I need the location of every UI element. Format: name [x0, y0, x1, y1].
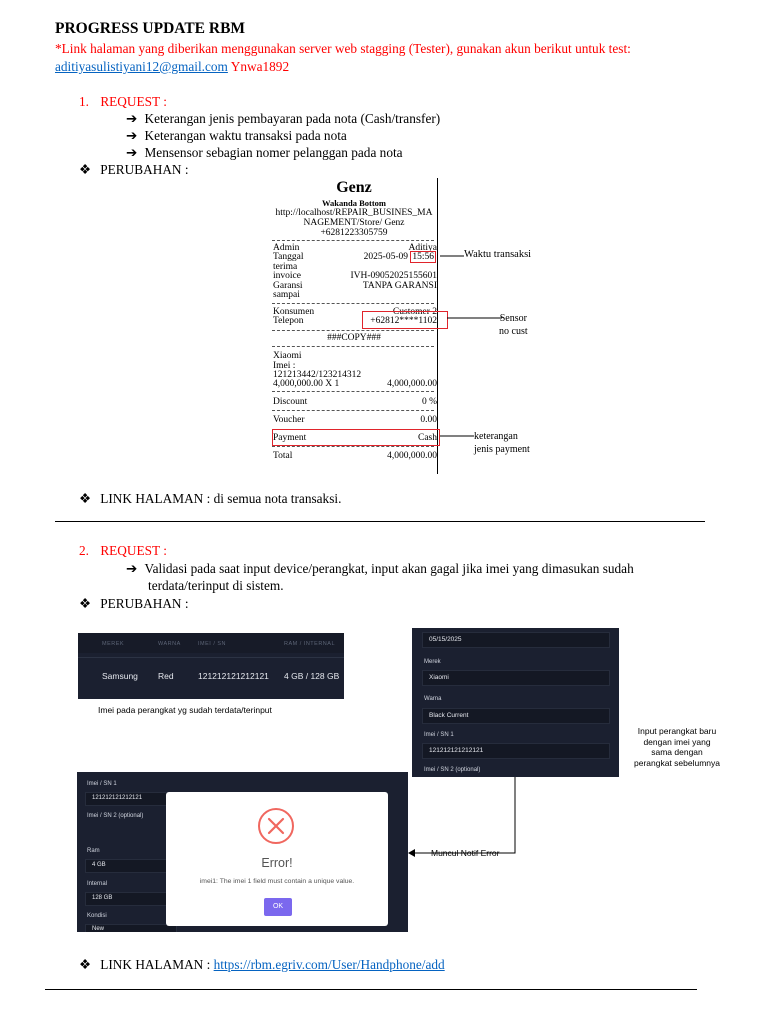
receipt-total-value: 4,000,000.00	[387, 451, 437, 461]
section2-request-label: REQUEST :	[100, 543, 167, 558]
table-header-merek: MEREK	[102, 641, 125, 647]
section1-request-label: REQUEST :	[100, 94, 167, 109]
diamond-bullet-icon: ❖	[79, 162, 91, 177]
table-cell-ram: 4 GB / 128 GB	[284, 671, 340, 681]
err-imei1-field[interactable]: 121212121212121	[85, 792, 177, 806]
receipt-item-total: 4,000,000.00	[387, 379, 437, 389]
receipt-tanggal-value: 2025-05-09 15:56	[363, 252, 434, 262]
receipt-voucher-value: 0.00	[420, 415, 437, 425]
receipt-divider	[272, 410, 434, 411]
receipt-store-name: Genz	[336, 179, 372, 196]
section2-request	[79, 543, 167, 559]
arrow-right-icon: ➔	[126, 561, 138, 576]
receipt-item-name: Xiaomi	[273, 351, 302, 361]
err-internal-field[interactable]: 128 GB	[85, 892, 177, 906]
input-form-screenshot	[412, 628, 619, 777]
receipt-divider	[272, 391, 434, 392]
input-form-note: Input perangkat baru dengan imei yang sama dengan perangkat sebelumnya	[633, 726, 720, 768]
merek-field[interactable]: Xiaomi	[422, 670, 610, 686]
imei1-label: Imei / SN 1	[424, 732, 454, 738]
receipt-url-line1: http://localhost/REPAIR_BUSINES_MA	[275, 208, 433, 218]
table-cell-merek: Samsung	[102, 671, 138, 681]
receipt-voucher-label: Voucher	[273, 415, 305, 425]
receipt-divider	[272, 346, 434, 347]
section1-item-1: ➔ Keterangan jenis pembayaran pada nota (Cash/transfer)	[126, 111, 441, 126]
table-cell-warna: Red	[158, 671, 174, 681]
receipt-discount-label: Discount	[273, 397, 308, 407]
section1-link: ❖ LINK HALAMAN : di semua nota transaksi.	[79, 491, 342, 506]
test-email-link[interactable]: aditiyasulistiyani12@gmail.com	[55, 59, 228, 74]
section2-item: ➔ Validasi pada saat input device/perangkat, input akan gagal jika imei yang dimasukan sudah	[126, 561, 634, 576]
warna-field[interactable]: Black Current	[422, 708, 610, 724]
section1-request	[79, 94, 167, 110]
receipt-konsumen-label: Konsumen	[273, 307, 315, 317]
warna-label: Warna	[424, 696, 442, 702]
table-header-imei: IMEI / SN	[198, 641, 227, 647]
imei2-label: Imei / SN 2 (optional)	[424, 767, 481, 773]
receipt-copy-mark: ###COPY###	[327, 333, 381, 343]
err-internal-label: Internal	[87, 881, 108, 887]
section2-number: 2.	[79, 543, 89, 558]
receipt-divider	[272, 303, 434, 304]
imei1-field[interactable]: 121212121212121	[422, 743, 610, 759]
receipt-konsumen-value: Customer 2	[392, 307, 437, 317]
test-password: Ynwa1892	[230, 59, 290, 74]
receipt-qty-line: 4,000,000.00 X 1	[273, 379, 340, 389]
receipt-garansi-label: Garansi	[273, 281, 303, 291]
err-imei2-label: Imei / SN 2 (optional)	[87, 813, 144, 819]
receipt-divider	[272, 446, 434, 447]
section2-link-url[interactable]: https://rbm.egriv.com/User/Handphone/add	[213, 957, 445, 972]
error-x-icon	[257, 807, 295, 845]
section1-item-2: ➔ Keterangan waktu transaksi pada nota	[126, 128, 347, 143]
receipt	[270, 178, 440, 474]
receipt-payment-value: Cash	[418, 433, 437, 443]
receipt-invoice-value: IVH-09052025155601	[350, 271, 437, 281]
receipt-terima-label: terima	[273, 262, 298, 272]
receipt-imei-label: Imei :	[273, 361, 296, 371]
receipt-admin-label: Admin	[273, 243, 300, 253]
table-cell-imei: 121212121212121	[198, 671, 269, 681]
merek-label: Merek	[424, 659, 441, 665]
annotation-waktu-transaksi: Waktu transaksi	[464, 249, 532, 260]
date-field[interactable]: 05/15/2025	[422, 632, 610, 648]
diamond-bullet-icon: ❖	[79, 491, 91, 506]
receipt-invoice-label: invoice	[273, 271, 301, 281]
receipt-payment-label: Payment	[273, 433, 307, 443]
receipt-time-highlight: 15:56	[412, 252, 434, 262]
device-table-caption: Imei pada perangkat yg sudah terdata/terinput	[98, 705, 272, 715]
receipt-tanggal-label: Tanggal	[273, 252, 304, 262]
error-modal	[166, 792, 388, 926]
section1-item-3: ➔ Mensensor sebagian nomer pelanggan pada nota	[126, 145, 403, 160]
receipt-payment-highlight	[272, 429, 440, 446]
receipt-imei-value: 121213442/123214312	[273, 370, 362, 380]
arrow-right-icon: ➔	[126, 128, 138, 143]
receipt-discount-value: 0 %	[421, 397, 437, 407]
receipt-address: Wakanda Bottom	[322, 198, 386, 208]
receipt-phone: +6281223305759	[320, 228, 388, 238]
ok-button[interactable]: OK	[264, 898, 292, 916]
section2-link: ❖ LINK HALAMAN : https://rbm.egriv.com/User/Handphone/add	[79, 957, 445, 972]
test-account	[55, 59, 289, 75]
receipt-garansi-value: TANPA GARANSI	[362, 281, 437, 291]
section2-perubahan: ❖ PERUBAHAN :	[79, 596, 189, 611]
intro-note: *Link halaman yang diberikan menggunakan server web stagging (Tester), gunakan akun berikut untuk test:	[55, 41, 631, 56]
error-modal-title: Error!	[261, 856, 293, 870]
section2-item-cont: terdata/terinput di sistem.	[148, 578, 284, 593]
arrow-right-icon: ➔	[126, 145, 138, 160]
receipt-divider	[272, 330, 434, 331]
table-header-warna: WARNA	[158, 641, 181, 647]
device-table-screenshot	[78, 633, 344, 699]
err-kondisi-label: Kondisi	[87, 913, 107, 919]
bottom-divider	[45, 989, 697, 990]
diamond-bullet-icon: ❖	[79, 596, 91, 611]
receipt-sampai-label: sampai	[273, 290, 300, 300]
section1-number: 1.	[79, 94, 89, 109]
err-ram-label: Ram	[87, 848, 100, 854]
annotation-payment: keterangan jenis payment	[474, 431, 530, 455]
section-divider	[55, 521, 705, 522]
annotation-sensor: Sensor no cust	[499, 313, 528, 337]
section1-perubahan: ❖ PERUBAHAN :	[79, 162, 189, 177]
table-header-ram: RAM / INTERNAL	[284, 641, 336, 647]
receipt-admin-value: Aditiya	[408, 243, 437, 253]
arrow-right-icon: ➔	[126, 111, 138, 126]
receipt-total-label: Total	[273, 451, 293, 461]
err-ram-field[interactable]: 4 GB	[85, 859, 177, 873]
receipt-annotation-lines	[430, 240, 510, 460]
error-arrow-label: Muncul Notif Error	[431, 848, 500, 858]
receipt-url-line2: NAGEMENT/Store/ Genz	[303, 218, 405, 228]
error-screenshot	[77, 772, 408, 932]
error-modal-message: imei1: The imei 1 field must contain a unique value.	[199, 878, 355, 885]
receipt-telepon-label: Telepon	[273, 316, 304, 326]
page-title: PROGRESS UPDATE RBM	[55, 20, 246, 37]
receipt-telepon-value: +62812****1102	[370, 316, 437, 326]
err-kondisi-field[interactable]: New	[85, 924, 177, 932]
err-imei1-label: Imei / SN 1	[87, 781, 117, 787]
table-row[interactable]	[78, 657, 344, 697]
diamond-bullet-icon: ❖	[79, 957, 91, 972]
receipt-divider	[272, 240, 434, 241]
